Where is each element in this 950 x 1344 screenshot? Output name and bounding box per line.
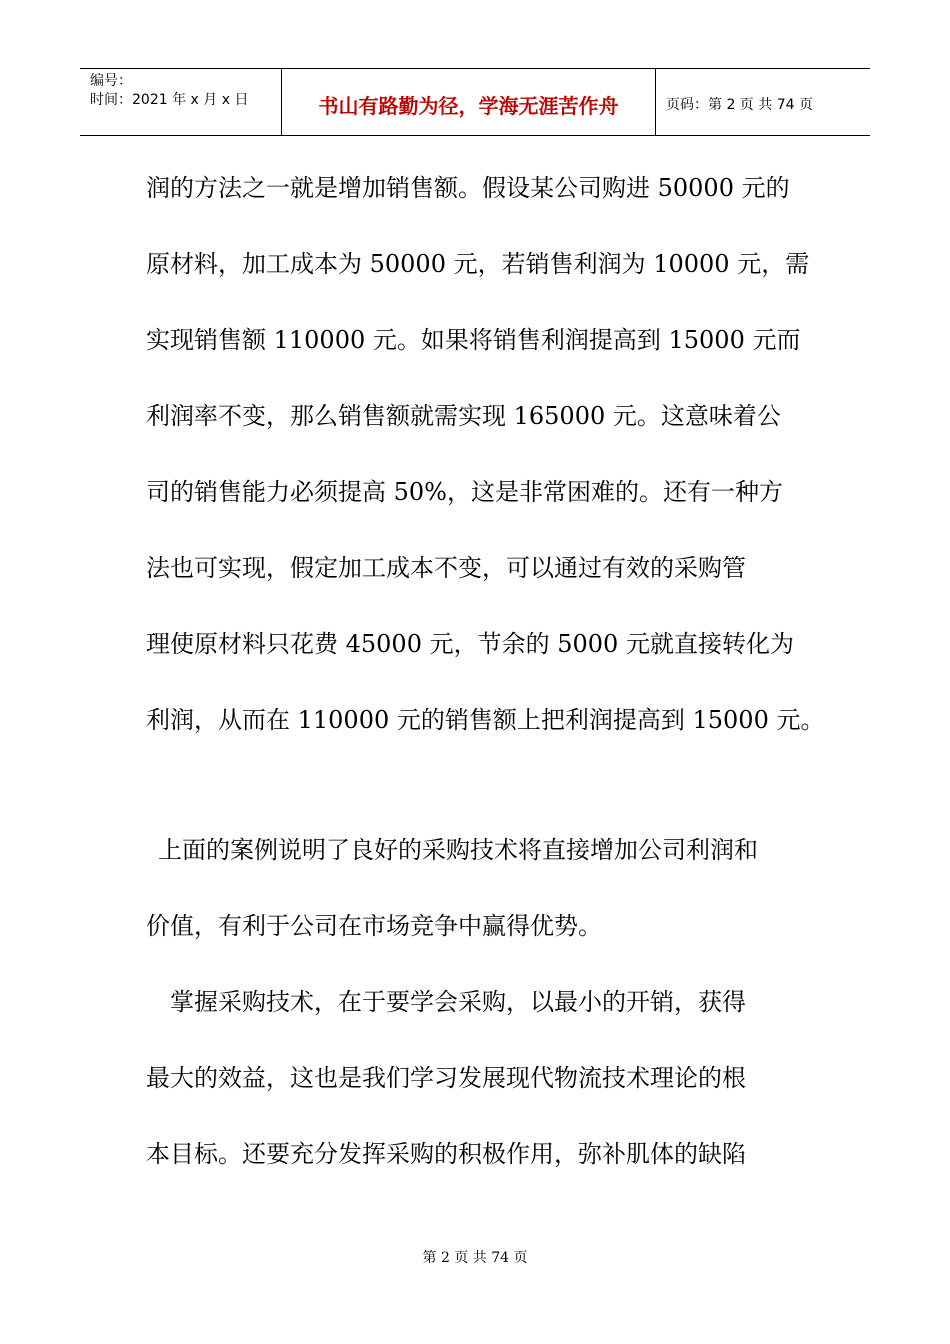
text-line: 理使原材料只花费 45000 元，节余的 5000 元就直接转化为	[146, 630, 794, 658]
paragraph-1	[146, 150, 826, 758]
header-meta	[80, 69, 282, 135]
page-header	[80, 68, 870, 136]
document-body	[146, 150, 826, 1192]
text-line: 上面的案例说明了良好的采购技术将直接增加公司利润和	[158, 836, 758, 864]
text-line: 利润率不变，那么销售额就需实现 165000 元。这意味着公	[146, 402, 781, 430]
text-line: 价值，有利于公司在市场竞争中赢得优势。	[146, 912, 602, 940]
text-line: 司的销售能力必须提高 50%，这是非常困难的。还有一种方	[146, 478, 783, 506]
paragraph-2	[146, 812, 826, 964]
paragraph-gap	[146, 758, 826, 812]
text-line: 本目标。还要充分发挥采购的积极作用，弥补肌体的缺陷	[146, 1140, 746, 1168]
text-line: 掌握采购技术，在于要学会采购，以最小的开销，获得	[170, 988, 746, 1016]
text-line: 法也可实现，假定加工成本不变，可以通过有效的采购管	[146, 554, 746, 582]
header-motto: 书山有路勤为径，学海无涯苦作舟	[282, 69, 656, 135]
text-line: 润的方法之一就是增加销售额。假设某公司购进 50000 元的	[146, 174, 790, 202]
paragraph-3	[146, 964, 826, 1192]
text-line: 最大的效益，这也是我们学习发展现代物流技术理论的根	[146, 1064, 746, 1092]
header-number-label: 编号：	[90, 73, 132, 89]
header-page-info: 页码：第 2 页 共 74 页	[666, 97, 813, 113]
text-line: 原材料，加工成本为 50000 元，若销售利润为 10000 元，需	[146, 250, 810, 278]
text-line: 实现销售额 110000 元。如果将销售利润提高到 15000 元而	[146, 326, 801, 354]
text-line: 利润，从而在 110000 元的销售额上把利润提高到 15000 元。	[146, 706, 825, 734]
page-footer: 第 2 页 共 74 页	[422, 1250, 528, 1266]
header-time-label: 时间：2021 年 x 月 x 日	[90, 92, 249, 108]
